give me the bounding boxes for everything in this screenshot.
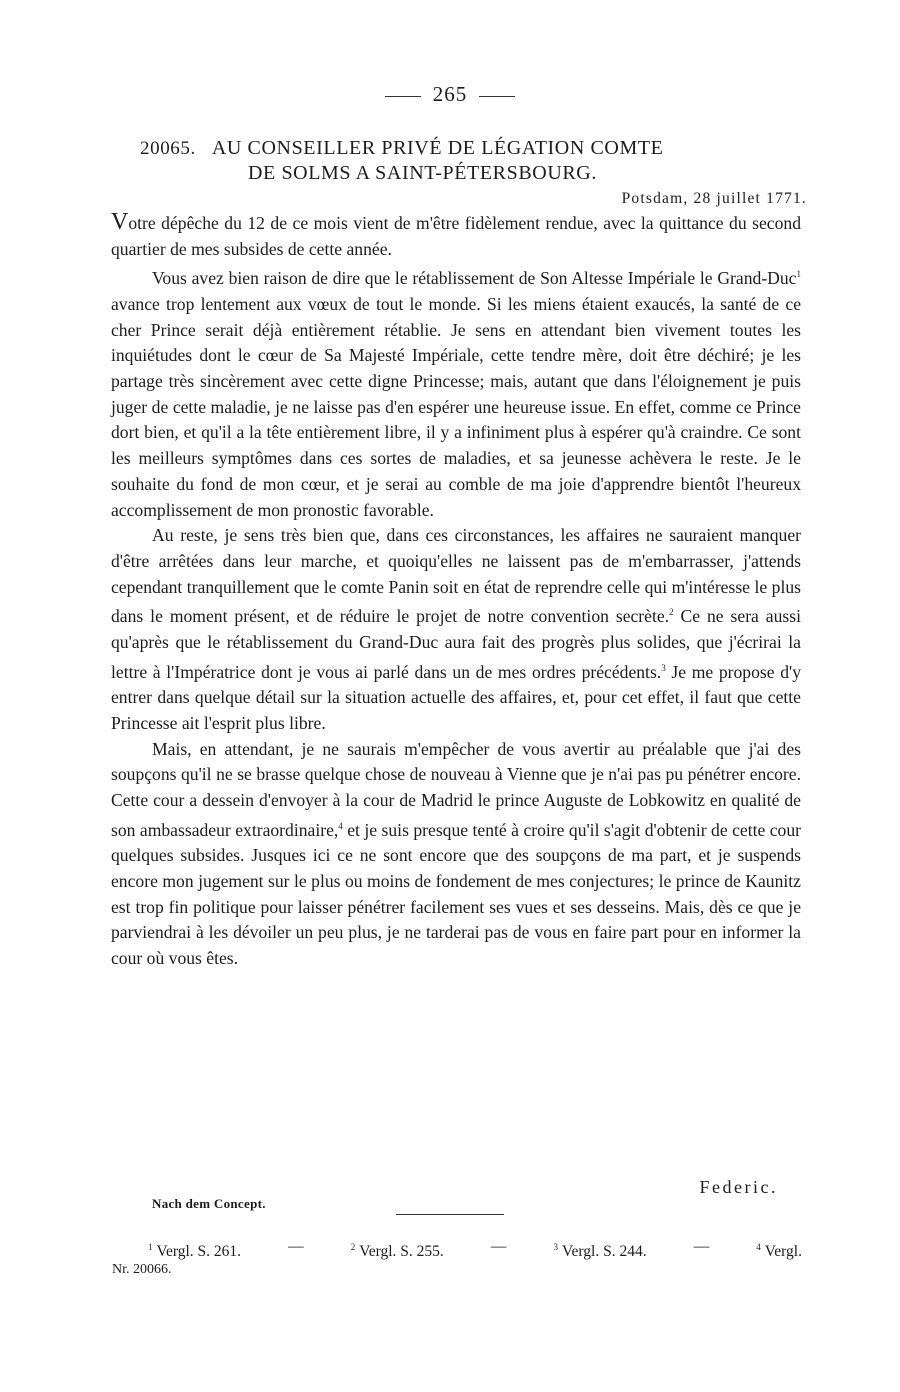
footnote-3 xyxy=(554,1238,647,1261)
drop-initial: V xyxy=(111,209,129,235)
footnote-4-text: Vergl. xyxy=(764,1243,802,1260)
paragraph-4-text-b: et je suis presque tenté à croire qu'il s'agit d'obtenir de cette cour quelques subsides. Jusques ici ce ne sont encore que des soupçons de ma part, et je suspends encore mon jugement sur le plus ou moins de fondement de mes conjectures; le prince de Kaunitz est trop fin politique pour laisser pénétrer facilement ses vues et ses desseins. Mais, dès ce que je parviendrai à les dévoiler un peu plus, je ne tarderai pas de vous en faire part pour en informer la cour où vous êtes. xyxy=(111,819,801,969)
letter-body xyxy=(111,211,801,972)
footnote-2 xyxy=(351,1238,444,1261)
footnote-separator: — xyxy=(288,1238,304,1255)
paragraph-2-text-b: avance trop lentement aux vœux de tout le monde. Si les miens étaient exaucés, la santé de ce cher Prince serait déjà entièrement rétablie. Je sens en attendant bien vivement toutes les inquiétudes dont le cœur de Sa Majesté Impériale, cette tendre mère, doit être déchiré; je les partage très sincèrement avec cette digne Princesse; mais, autant que dans l'éloignement je puis juger de cette maladie, je ne laisse pas d'en espérer une heureuse issue. En effet, comme ce Prince dort bien, et qu'il a la tête entièrement libre, il y a infiniment plus à espérer qu'à craindre. Ce sont les meilleurs symptômes dans ces sortes de maladies, et sa jeunesse achèvera le reste. Je le souhaite du fond de mon cœur, et je serai au comble de ma joie d'apprendre bientôt l'heureux accomplissement de mon pronostic favorable. xyxy=(111,293,801,520)
footnote-1-text: Vergl. S. 261. xyxy=(156,1243,242,1260)
footnote-ref-4: 4 xyxy=(338,820,343,831)
paragraph-3-text-a: Au reste, je sens très bien que, dans ces circonstances, les affaires ne sauraient manquer d'être arrêtées dans leur marche, et quoiqu'elles ne laissent pas de m'embarrasser, j'attends cependant tranquillement que le comte Panin soit en état de reprendre celle qui m'intéresse le plus dans le moment présent, et de réduire le projet de notre convention secrète. xyxy=(111,525,801,627)
paragraph-3-text-c: Je me propose d'y entrer dans quelque détail sur la situation actuelle des affaires, et, pour cet effet, il faut que cette Princesse ait l'esprit plus libre. xyxy=(111,661,801,733)
footnote-ref-3: 3 xyxy=(661,662,666,673)
footnote-1 xyxy=(148,1238,241,1261)
footnote-separator: — xyxy=(693,1238,710,1255)
signature: Federic. xyxy=(699,1177,778,1197)
footnote-ref-1: 1 xyxy=(796,269,801,280)
letter-heading xyxy=(140,136,780,186)
page-number-dash-left xyxy=(385,96,421,97)
paragraph-3-text-b: Ce ne sera aussi qu'après que le rétablissement du Grand-Duc aura fait des progrès plus solides, que j'écrirai la lettre à l'Impératrice dont je vous ai parlé dans un de mes ordres précédents. xyxy=(111,606,801,682)
paragraph-2-text-a: Vous avez bien raison de dire que le rétablissement de Son Altesse Impériale le Grand-Duc xyxy=(152,268,797,289)
paragraph-4 xyxy=(111,737,801,972)
next-letter-number: Nr. 20066. xyxy=(112,1262,172,1277)
letter-title-line-1: AU CONSEILLER PRIVÉ DE LÉGATION COMTE xyxy=(211,137,664,159)
source-note: Nach dem Concept. xyxy=(152,1196,266,1211)
paragraph-1 xyxy=(111,211,801,262)
dateline: Potsdam, 28 juillet 1771. xyxy=(621,190,807,207)
footnote-3-marker: 3 xyxy=(553,1242,559,1252)
footnote-rule xyxy=(396,1214,504,1215)
footnote-4 xyxy=(756,1238,802,1261)
footnote-2-marker: 2 xyxy=(350,1242,356,1252)
paragraph-4-text-a: Mais, en attendant, je ne saurais m'empêcher de vous avertir au préalable que j'ai des soupçons qu'il ne se brasse quelque chose de nouveau à Vienne que je n'ai pas pu pénétrer encore. Cette cour a dessein d'envoyer à la cour de Madrid le prince Auguste de Lobkowitz en qualité de son ambassadeur extraordinaire, xyxy=(111,738,801,840)
page-number-dash-right xyxy=(479,96,515,97)
page-number-text: 265 xyxy=(432,82,468,106)
footnote-1-marker: 1 xyxy=(148,1242,153,1252)
paragraph-1-text: otre dépêche du 12 de ce mois vient de m'être fidèlement rendue, avec la quittance du second quartier de mes subsides de cette année. xyxy=(111,213,801,259)
letter-number: 20065. xyxy=(140,138,196,159)
paragraph-2 xyxy=(111,262,801,523)
footnote-separator: — xyxy=(490,1238,507,1255)
footnote-ref-2: 2 xyxy=(669,607,674,618)
footnote-row xyxy=(112,1238,802,1261)
paragraph-3 xyxy=(111,523,801,736)
letter-title-line-2: DE SOLMS A SAINT-PÉTERSBOURG. xyxy=(248,162,597,184)
footnotes xyxy=(112,1238,802,1279)
footnote-4-marker: 4 xyxy=(756,1242,761,1252)
footnote-2-text: Vergl. S. 255. xyxy=(359,1243,444,1260)
footnote-3-text: Vergl. S. 244. xyxy=(562,1243,647,1260)
page-number xyxy=(0,82,900,107)
